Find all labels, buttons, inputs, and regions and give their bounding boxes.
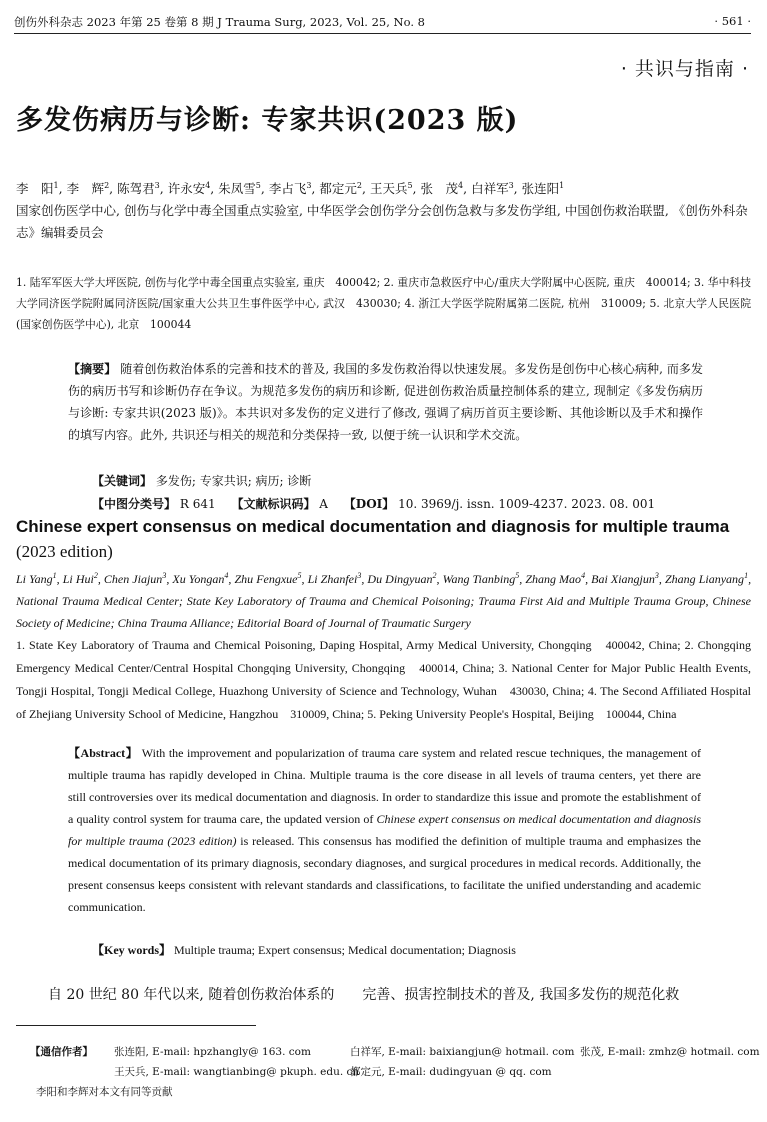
author-cn: 李 辉$^2$: [66, 180, 110, 196]
authors-en-block: Li Yang$^1$, Li Hui$^2$, Chen Jiajun$^3$, Xu Yongan$^4$, Zhu Fengxue$^5$, Li Zhanfei$^3$, Du Dingyuan$^2$, Wang Tianbing$^5$, Zhang Mao$^4$, Bai Xiangjun$^3$, Zhang Lianyang$^1$, National Trauma Medical Center; State Key Laboratory of Trauma and Chemical Poisoning; Trauma First Aid and Multiple Trauma Group, Chinese Society of Medicine; China Trauma Alliance; Editorial Board of Journal of Traumatic Surgery: [16, 571, 752, 630]
institutions-cn: 国家创伤医学中心, 创伤与化学中毒全国重点实验室, 中华医学会创伤学分会创伤急救与多发伤学组, 中国创伤救治联盟, 《创伤外科杂志》编辑委员会: [16, 203, 748, 240]
affiliations-cn: 1. 陆军军医大学大坪医院, 创伤与化学中毒全国重点实验室, 重庆 400042; 2. 重庆市急救医疗中心/重庆大学附属中心医院, 重庆 400014; 3. 华中科技大学同济医学院附属同济医院/国家重大公共卫生事件医学中心, 武汉 430030; 4. 浙江大学医学院附属第二医院, 杭州 310009; 5. 北京大学人民医院(国家创伤医学中心), 北京 100044: [16, 276, 751, 331]
affiliations-en: 1. State Key Laboratory of Trauma and Chemical Poisoning, Daping Hospital, Army Medical University, Chongqing 400042, China; 2. Chongqing Emergency Medical Center/Central Hospital Chongqing University, Chongqing 400014, China; 3. National Center for Major Public Health Events, Tongji Hospital, Tongji Medical College, Huazhong University of Science and Technology, Wuhan 430030, China; 4. The Second Affiliated Hospital of Zhejiang University School of Medicine, Hangzhou 310009, China; 5. Peking University People's Hospital, Beijing 100044, China: [16, 638, 751, 721]
email-bai-xiangjun: 白祥军, E-mail: baixiangjun@ hotmail. com: [350, 1046, 575, 1058]
abstract-cn: [68, 358, 703, 446]
abstract-en-text1: With the improvement and popularization of trauma care system and related rescue techniques, the management of multiple trauma has rapidly developed in China. Multiple trauma is the core disease in all levels of trauma centers, yet there are still controversies over its medical documentation and diagnosis. In order to standardize this issue and promote the establishment of a quality control system for trauma care, the updated version of: [68, 746, 702, 826]
footnote: [30, 1042, 760, 1102]
author-cn: 王天兵$^5$: [369, 180, 413, 196]
title-en-edition: (2023 edition): [16, 542, 113, 561]
author-cn: 陈驾君$^3$: [117, 180, 160, 196]
section-label: · 共识与指南 ·: [620, 58, 749, 80]
clc-value: R 641: [179, 497, 216, 511]
email-wang-tianbing: 王天兵, E-mail: wangtianbing@ pkuph. edu. cn: [114, 1066, 360, 1078]
author-cn: 张 茂$^4$: [420, 180, 464, 196]
keywords-cn-text: 多发伤; 专家共识; 病历; 诊断: [155, 474, 312, 488]
title-en-text: Chinese expert consensus on medical documentation and diagnosis for multiple trauma: [16, 517, 730, 536]
classification-line: [92, 495, 667, 512]
abstract-en: [68, 742, 701, 918]
author-cn: 朱凤雪$^5$: [218, 180, 261, 196]
author-en: Li Hui$^2$: [62, 571, 98, 586]
author-en: Zhang Mao$^4$: [525, 571, 586, 586]
authors-en: Li Yang$^1$, Li Hui$^2$, Chen Jiajun$^3$, Xu Yongan$^4$, Zhu Fengxue$^5$, Li Zhanfei$^3$, Du Dingyuan$^2$, Wang Tianbing$^5$, Zhang Mao$^4$, Bai Xiangjun$^3$, Zhang Lianyang$^1$: [16, 571, 749, 586]
equal-contribution-note: 李阳和李辉对本文有同等贡献: [36, 1086, 173, 1098]
author-cn: 张连阳$^1$: [521, 180, 565, 196]
email-zhang-lianyang: 张连阳, E-mail: hpzhangly@ 163. com: [114, 1046, 311, 1058]
journal-citation: 创伤外科杂志 2023 年第 25 卷第 8 期 J Trauma Surg, 2023, Vol. 25, No. 8: [14, 15, 425, 29]
author-cn: 李占飞$^3$: [268, 180, 312, 196]
abstract-en-label: 【Abstract】: [68, 746, 139, 760]
doi-value: 10. 3969/j. issn. 1009-4237. 2023. 08. 001: [398, 497, 656, 511]
clc-label: 【中图分类号】: [92, 497, 177, 511]
page-number: · 561 ·: [714, 14, 751, 28]
doc-value: A: [319, 497, 328, 511]
doc-label: 【文献标识码】: [231, 497, 316, 511]
author-cn: 许永安$^4$: [167, 180, 211, 196]
corresponding-label: 【通信作者】: [30, 1046, 93, 1058]
author-cn: 白祥军$^3$: [471, 180, 514, 196]
email-du-dingyuan: 都定元, E-mail: dudingyuan @ qq. com: [350, 1066, 552, 1078]
author-en: Xu Yongan$^4$: [172, 571, 229, 586]
article-title-en: [16, 514, 751, 564]
body-text-first-line: 自 20 世纪 80 年代以来, 随着创伤救治体系的 完善、损害控制技术的普及, 我国多发伤的规范化救: [48, 987, 680, 1003]
abstract-en-italic: Chinese expert consensus on medical documentation and diagnosis for multiple trauma (2023 edition): [68, 812, 701, 848]
footnote-rule: [16, 1025, 256, 1026]
author-en: Li Zhanfei$^3$: [307, 571, 362, 586]
author-en: Zhang Lianyang$^1$: [664, 571, 749, 586]
author-en: Du Dingyuan$^2$: [367, 571, 437, 586]
header-rule: [14, 33, 751, 34]
keywords-en-label: 【Key words】: [92, 943, 171, 957]
author-en: Zhu Fengxue$^5$: [234, 571, 302, 586]
author-en: Wang Tianbing$^5$: [442, 571, 520, 586]
author-cn: 都定元$^2$: [319, 180, 362, 196]
keywords-cn: [92, 472, 311, 489]
keywords-en: [92, 941, 516, 958]
abstract-cn-text: 随着创伤救治体系的完善和技术的普及, 我国的多发伤救治得以快速发展。多发伤是创伤中心核心病种, 而多发伤的病历书写和诊断仍存在争议。为规范多发伤的病历和诊断, 促进创伤救治质量控制体系的建立, 现制定《多发伤病历与诊断: 专家共识(2023 版)》。本共识对多发伤的定义进行了修改, 强调了病历首页主要诊断、其他诊断以及手术和操作的填写内容。此外, 共识还与相关的规范和分类保持一致, 以便于统一认识和学术交流。: [68, 362, 703, 442]
author-en: Bai Xiangjun$^3$: [591, 571, 659, 586]
author-en: Li Yang$^1$: [16, 571, 57, 586]
keywords-cn-label: 【关键词】: [92, 474, 153, 488]
author-en: Chen Jiajun$^3$: [103, 571, 167, 586]
running-header: [14, 14, 751, 32]
abstract-en-text2: is released. This consensus has modified the definition of multiple trauma and emphasizes the medical documentation of its primary diagnosis, secondary diagnoses, and surgical procedures in medical records. Additionally, the present consensus keeps consistent with relevant standards and classifications, to facilitate the unified understanding and academic communication.: [68, 834, 701, 914]
abstract-cn-label: 【摘要】: [68, 362, 117, 376]
authors-cn: 李 阳$^1$, 李 辉$^2$, 陈驾君$^3$, 许永安$^4$, 朱凤雪$^5$, 李占飞$^3$, 都定元$^2$, 王天兵$^5$, 张 茂$^4$, 白祥军$^3$, 张连阳$^1$: [16, 180, 565, 196]
keywords-en-text: Multiple trauma; Expert consensus; Medical documentation; Diagnosis: [174, 943, 516, 957]
email-zhang-mao: 张茂, E-mail: zmhz@ hotmail. com: [580, 1046, 760, 1058]
article-title: 多发伤病历与诊断: 专家共识(2023 版): [16, 105, 519, 136]
groups-en: National Trauma Medical Center; State Key Laboratory of Trauma and Chemical Poisoning; Trauma First Aid and Multiple Trauma Group, Chinese Society of Medicine; China Trauma Alliance; Editorial Board of Journal of Traumatic Surgery: [16, 594, 751, 630]
author-cn: 李 阳$^1$: [16, 180, 59, 196]
doi-label: 【DOI】: [343, 497, 395, 511]
